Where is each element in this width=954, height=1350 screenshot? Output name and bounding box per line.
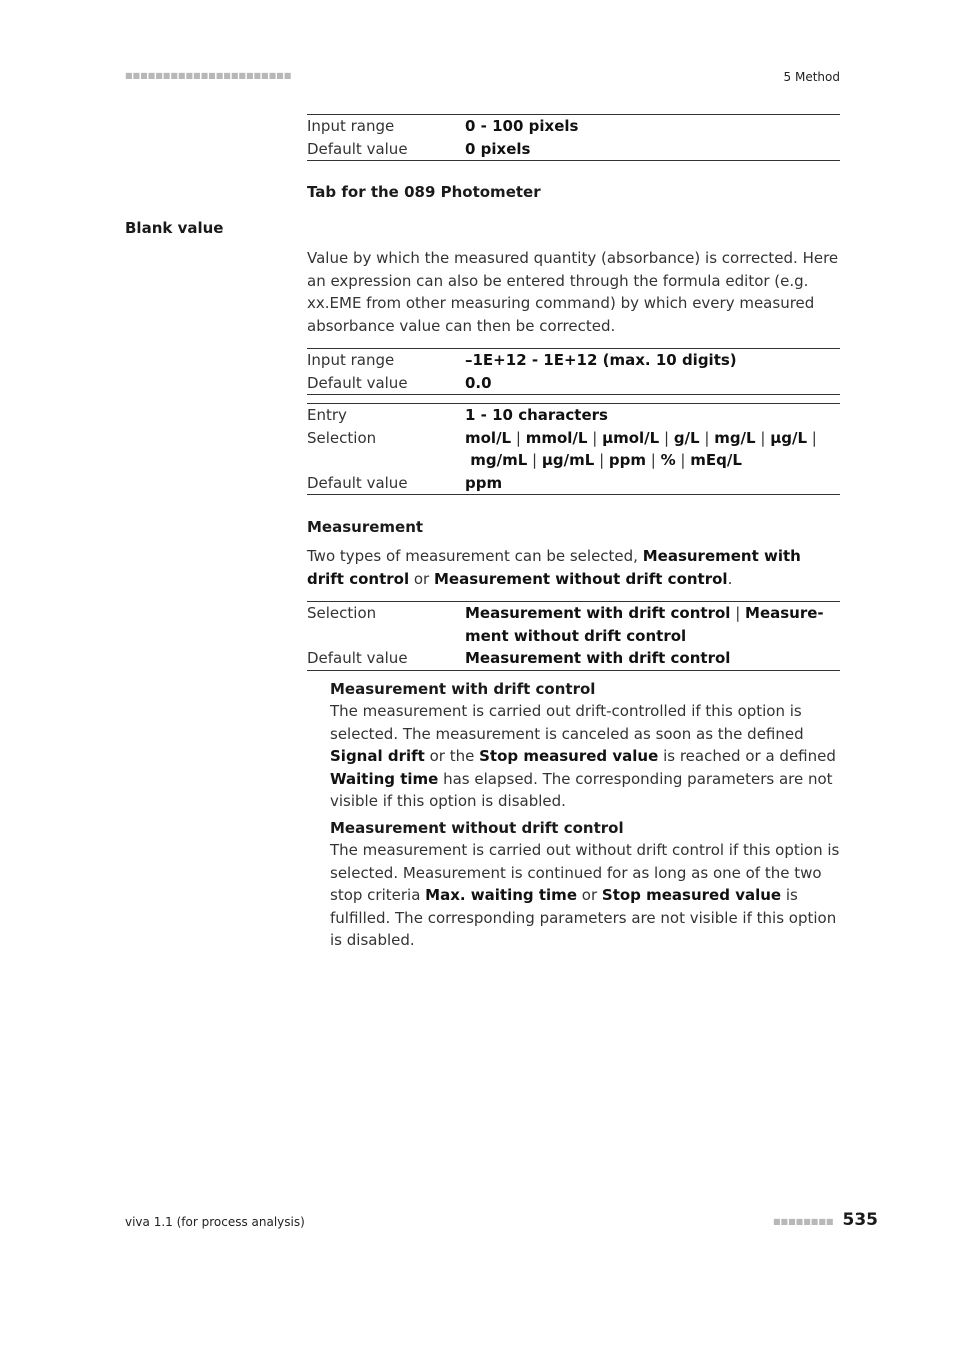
option-name: Measurement with drift control xyxy=(307,547,801,588)
table-row xyxy=(307,115,840,138)
term: Stop measured value xyxy=(601,886,782,904)
footer-decoration: ■■■■■■■■ xyxy=(773,1217,834,1226)
table-row xyxy=(307,472,840,495)
param-value: ppm xyxy=(465,473,503,492)
top-parameter-table xyxy=(307,114,840,161)
unit-selection-list: mol/L | mmol/L | µmol/L | g/L | mg/L | µg/L | mg/mL | µg/mL | ppm | % | mEq/L xyxy=(465,428,817,469)
term: Signal drift xyxy=(330,747,425,765)
table-row xyxy=(307,138,840,161)
param-key: Default value xyxy=(307,473,408,492)
option-name: Measurement with drift control xyxy=(465,604,731,622)
unit-option: ppm xyxy=(608,451,647,469)
term: Max. waiting time xyxy=(425,886,577,904)
blank-description xyxy=(307,247,840,337)
param-key: Selection xyxy=(307,428,377,447)
unit-option: mmol/L xyxy=(525,428,588,447)
param-key: Input range xyxy=(307,117,395,135)
param-value: 1 - 10 characters xyxy=(465,406,608,424)
table-row xyxy=(307,647,840,670)
table-row xyxy=(307,602,840,647)
text: The measurement is carried out without drift control if this option is selected. Measurement is continued for as long as one of the two stop criteria xyxy=(330,841,840,904)
table-row xyxy=(307,349,840,372)
table-row xyxy=(307,427,840,472)
unit-option: mol/L xyxy=(465,428,512,447)
option-with-drift xyxy=(330,678,840,813)
text: or xyxy=(409,569,434,588)
param-value: Measurement with drift control | Measure-ment without drift control xyxy=(465,604,824,645)
blank-table-2 xyxy=(307,403,840,495)
param-key: Entry xyxy=(307,406,347,424)
footer-product: viva 1.1 (for process analysis) xyxy=(125,1215,305,1229)
param-value: –1E+12 - 1E+12 (max. 10 digits) xyxy=(465,351,737,369)
description-text: Value by which the measured quantity (absorbance) is corrected. Here an expression can also be entered through the formula editor (e.g. xx.EME from other measuring command) by which every measured absorbance value can then be corrected. xyxy=(307,249,839,335)
measurement-table xyxy=(307,601,840,671)
measurement-heading: Measurement xyxy=(307,518,424,536)
param-value: 0 pixels xyxy=(465,139,531,158)
option-name: Measure-ment without drift control xyxy=(465,604,824,645)
text: or the xyxy=(424,747,480,765)
option-title: Measurement without drift control xyxy=(330,819,624,837)
param-value: 0.0 xyxy=(465,373,492,392)
term: Stop measured value xyxy=(479,747,659,765)
text: is fulfilled. The corresponding parameters are not visible if this option is disabled. xyxy=(330,886,837,949)
option-name: Measurement without drift control xyxy=(433,569,728,588)
table-row xyxy=(307,372,840,395)
text: The measurement is carried out drift-controlled if this option is selected. The measurement is canceled as soon as the defined xyxy=(330,702,804,743)
unit-option: % xyxy=(660,451,676,469)
text: has elapsed. The corresponding parameters are not visible if this option is disabled. xyxy=(330,769,833,810)
parameter-title: Blank value xyxy=(125,219,224,237)
unit-option: mg/mL xyxy=(470,451,528,469)
text: is reached or a defined xyxy=(658,747,836,765)
param-key: Input range xyxy=(307,351,395,369)
unit-option: µg/mL xyxy=(541,451,595,469)
chapter-label: 5 Method xyxy=(783,70,840,84)
page-number: 535 xyxy=(842,1210,878,1230)
text: . xyxy=(727,569,733,588)
unit-option: mg/L xyxy=(714,428,756,447)
text: Two types of measurement can be selected, xyxy=(307,547,643,565)
unit-option: µmol/L xyxy=(602,428,660,447)
text: or xyxy=(577,886,602,904)
param-key: Default value xyxy=(307,139,408,158)
unit-option: g/L xyxy=(673,428,700,447)
param-value: 0 - 100 pixels xyxy=(465,117,579,135)
param-value: Measurement with drift control xyxy=(465,649,731,667)
term: Waiting time xyxy=(330,769,439,788)
param-key: Default value xyxy=(307,373,408,392)
option-title: Measurement with drift control xyxy=(330,680,596,698)
blank-table-1 xyxy=(307,348,840,395)
param-key: Default value xyxy=(307,649,408,667)
measurement-intro xyxy=(307,545,840,590)
section-heading: Tab for the 089 Photometer xyxy=(307,183,541,201)
param-key: Selection xyxy=(307,604,377,622)
option-without-drift xyxy=(330,817,840,952)
unit-option: mEq/L xyxy=(690,451,742,469)
header-decoration: ■■■■■■■■■■■■■■■■■■■■■■ xyxy=(125,71,292,80)
unit-option: µg/L xyxy=(770,428,807,447)
table-row xyxy=(307,404,840,427)
